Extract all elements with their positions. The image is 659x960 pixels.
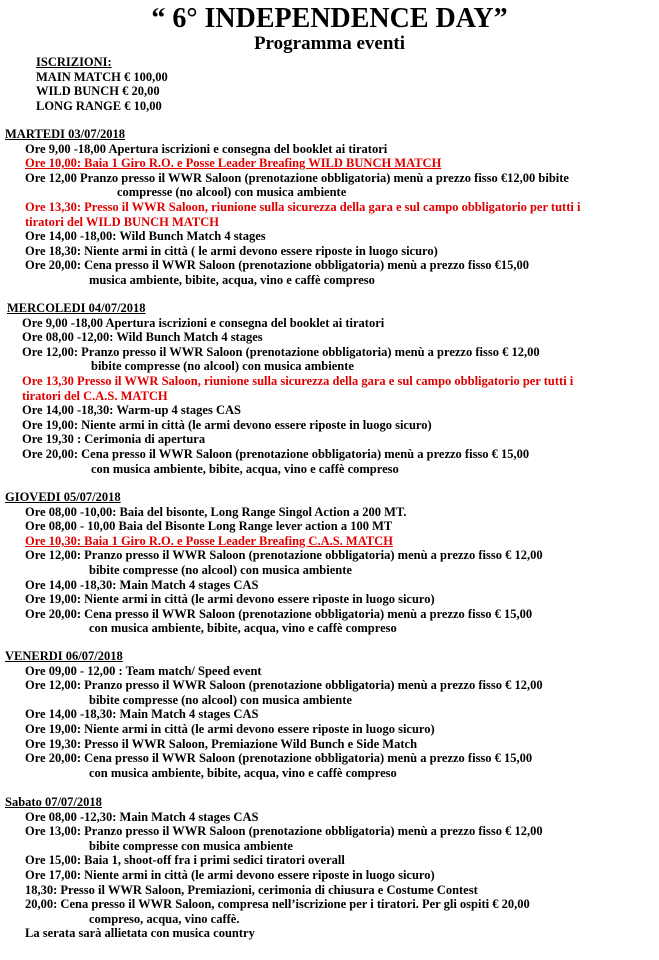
day-title: MERCOLEDI 04/07/2018 [7,301,146,315]
event-line-continuation: con musica ambiente, bibite, acqua, vino e caffè compreso [89,621,397,636]
event-line: Ore 14,00 -18,00: Wild Bunch Match 4 stages [25,229,266,244]
event-line: Ore 08,00 -10,00: Baia del bisonte, Long Range Singol Action a 200 MT. [25,504,407,519]
price-long-range: LONG RANGE € 10,00 [36,98,162,113]
event-line: Ore 08,00 -12,00: Wild Bunch Match 4 stages [22,330,263,345]
event-line-continuation: con musica ambiente, bibite, acqua, vino e caffè compreso [91,461,399,476]
event-line: Ore 20,00: Cena presso il WWR Saloon (prenotazione obbligatoria) menù a prezzo fisso € 15,00 [25,606,533,621]
page-title: “ 6° INDEPENDENCE DAY” [151,3,508,34]
event-line: Ore 14,00 -18,30: Main Match 4 stages CAS [25,707,259,722]
event-line: Ore 20,00: Cena presso il WWR Saloon (prenotazione obbligatoria) menù a prezzo fisso € 15,00 [22,446,530,461]
day-venerdi [5,649,543,780]
event-line: Ore 19,00: Niente armi in città (le armi devono essere riposte in luogo sicuro) [22,417,432,432]
event-line-continuation: con musica ambiente, bibite, acqua, vino e caffè compreso [89,765,397,780]
event-line: Ore 15,00: Baia 1, shoot-off fra i primi sedici tiratori overall [25,853,345,868]
event-line-continuation: bibite compresse con musica ambiente [89,838,293,853]
event-line: Ore 17,00: Niente armi in città (le armi devono essere riposte in luogo sicuro) [25,867,435,882]
event-line-highlight: Ore 13,30 Presso il WWR Saloon, riunione sulla sicurezza della gara e sul campo obbligatorio per tutti i [22,373,574,388]
event-line: Ore 12,00: Pranzo presso il WWR Saloon (prenotazione obbligatoria) menù a prezzo fisso € 12,00 [25,678,543,693]
event-line-continuation: tiratori del WILD BUNCH MATCH [25,214,219,229]
event-line-highlight: Ore 10,30: Baia 1 Giro R.O. e Posse Leader Breafing C.A.S. MATCH [25,533,393,548]
day-giovedi [5,490,543,636]
event-line: Ore 18,30: Niente armi in città ( le armi devono essere riposte in luogo sicuro) [25,243,438,258]
day-martedi [5,127,580,288]
event-line: Ore 08,00 -12,30: Main Match 4 stages CAS [25,809,259,824]
event-line-highlight: Ore 10,00: Baia 1 Giro R.O. e Posse Leader Breafing WILD BUNCH MATCH [25,156,442,171]
event-line: Ore 14,00 -18,30: Main Match 4 stages CAS [25,577,259,592]
event-line: Ore 12,00 Pranzo presso il WWR Saloon (prenotazione obbligatoria) menù a prezzo fisso €12,00 bibite [25,170,569,185]
iscrizioni-heading: ISCRIZIONI: [36,55,112,69]
event-line-continuation: bibite compresse (no alcool) con musica ambiente [89,562,352,577]
event-line: Ore 20,00: Cena presso il WWR Saloon (prenotazione obbligatoria) menù a prezzo fisso € 15,00 [25,751,533,766]
event-line-continuation: compreso, acqua, vino caffè. [89,911,240,926]
day-mercoledi [7,301,573,476]
event-line: Ore 19,00: Niente armi in città (le armi devono essere riposte in luogo sicuro) [25,721,435,736]
event-line-continuation: bibite compresse (no alcool) con musica ambiente [91,359,354,374]
event-line-continuation: compresse (no alcool) con musica ambiente [117,185,347,200]
event-line-continuation: bibite compresse (no alcool) con musica ambiente [89,692,352,707]
event-line-continuation: tiratori del C.A.S. MATCH [22,388,168,403]
event-line: Ore 13,00: Pranzo presso il WWR Saloon (prenotazione obbligatoria) menù a prezzo fisso € 12,00 [25,824,543,839]
event-line: Ore 19,00: Niente armi in città (le armi devono essere riposte in luogo sicuro) [25,592,435,607]
day-sabato [5,795,543,941]
event-line: 20,00: Cena presso il WWR Saloon, compresa nell’iscrizione per i tiratori. Per gli ospiti € 20,00 [25,897,530,912]
day-title: GIOVEDI 05/07/2018 [5,490,121,504]
event-line: Ore 14,00 -18,30: Warm-up 4 stages CAS [22,403,241,418]
event-line: 18,30: Presso il WWR Saloon, Premiazioni, cerimonia di chiusura e Costume Contest [25,882,478,897]
price-main-match: MAIN MATCH € 100,00 [36,69,168,84]
iscrizioni-block [36,55,168,113]
day-title: VENERDI 06/07/2018 [5,649,123,663]
event-line: Ore 9,00 -18,00 Apertura iscrizioni e consegna del booklet ai tiratori [22,315,385,330]
event-line-continuation: musica ambiente, bibite, acqua, vino e caffè compreso [89,272,375,287]
event-line-highlight: Ore 13,30: Presso il WWR Saloon, riunione sulla sicurezza della gara e sul campo obbligatorio per tutti i [25,199,581,214]
event-line: Ore 12,00: Pranzo presso il WWR Saloon (prenotazione obbligatoria) menù a prezzo fisso € 12,00 [25,548,543,563]
event-line: Ore 12,00: Pranzo presso il WWR Saloon (prenotazione obbligatoria) menù a prezzo fisso € 12,00 [22,344,540,359]
page-subtitle: Programma eventi [253,33,406,54]
event-line: Ore 19,30: Presso il WWR Saloon, Premiazione Wild Bunch e Side Match [25,736,418,751]
day-title: MARTEDI 03/07/2018 [5,127,126,141]
event-line: Ore 08,00 - 10,00 Baia del Bisonte Long Range lever action a 100 MT [25,519,393,534]
price-wild-bunch: WILD BUNCH € 20,00 [36,84,160,98]
day-title: Sabato 07/07/2018 [5,795,102,809]
event-line: Ore 09,00 - 12,00 : Team match/ Speed event [25,663,262,678]
event-line: Ore 20,00: Cena presso il WWR Saloon (prenotazione obbligatoria) menù a prezzo fisso €15,00 [25,258,530,273]
event-line: La serata sarà allietata con musica country [25,926,255,941]
event-line: Ore 19,30 : Cerimonia di apertura [22,432,206,447]
event-line: Ore 9,00 -18,00 Apertura iscrizioni e consegna del booklet ai tiratori [25,141,388,156]
